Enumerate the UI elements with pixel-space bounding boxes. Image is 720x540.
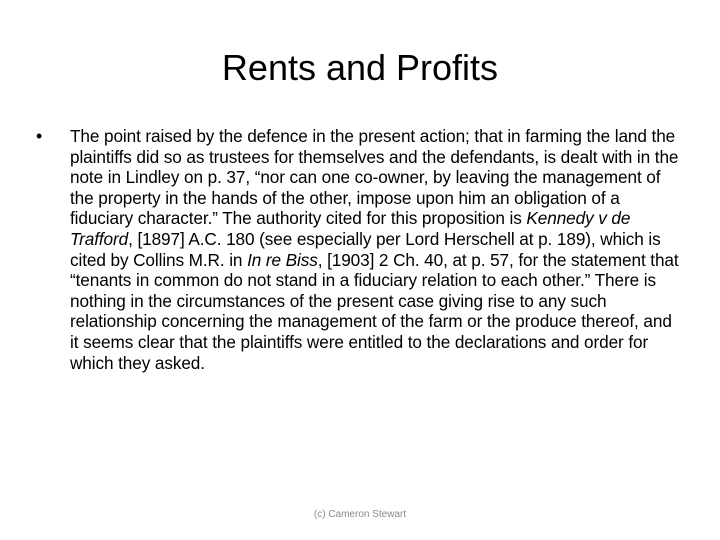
case-name-kennedy: Kennedy v de Trafford bbox=[70, 208, 631, 249]
paragraph-text-2: , [1897] A.C. 180 (see especially per Lord Herschell at p. 189), which is cited by Collins M.R. in bbox=[70, 228, 661, 270]
case-name-biss: In re Biss bbox=[247, 249, 318, 270]
paragraph-text-3: , [1903] 2 Ch. 40, at p. 57, for the statement that “tenants in common do not stand in a fiduciary relation to each other.” There is nothing in the circumstances of the present case giving rise to any such relationship concerning the management of the farm or the produce thereof, and it seems clear that the plaintiffs were entitled to the declarations and order for which they asked. bbox=[70, 249, 679, 373]
paragraph-text-1: The point raised by the defence in the present action; that in farming the land the plaintiffs did so as trustees for themselves and the defendants, is dealt with in the note in Lindley on p. 37, “nor can one co-owner, by leaving the management of the property in the hands of the other, impose upon him an obligation of a fiduciary character.” The authority cited for this proposition is bbox=[70, 126, 679, 229]
slide-body bbox=[36, 126, 684, 373]
footer-copyright: (c) Cameron Stewart bbox=[313, 509, 407, 520]
bullet-marker: • bbox=[36, 126, 43, 146]
bullet-paragraph bbox=[70, 126, 684, 373]
slide-title: Rents and Profits bbox=[221, 47, 499, 88]
